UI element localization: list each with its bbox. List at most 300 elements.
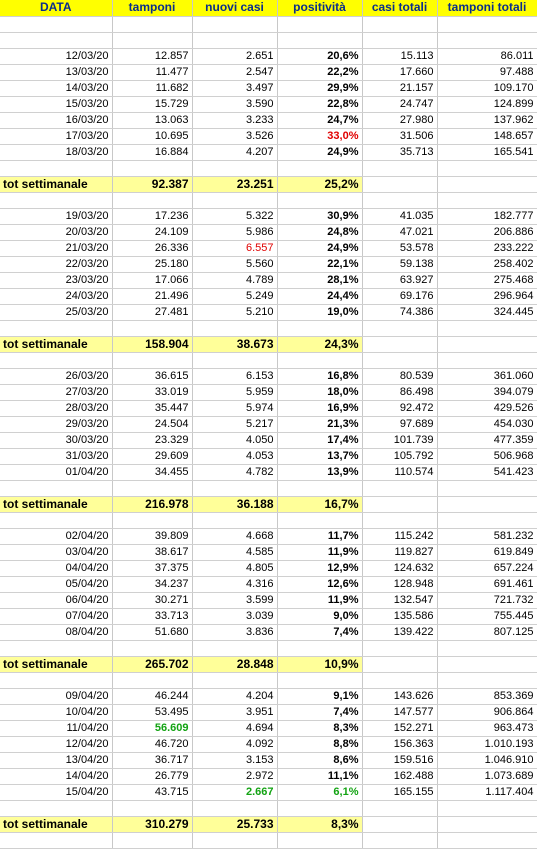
tamponi-cell[interactable]: 24.109 [112, 224, 192, 240]
weekly-total-tamponi-totali-cell[interactable] [437, 336, 537, 352]
positivita-cell[interactable]: 24,9% [277, 240, 362, 256]
casi-totali-cell[interactable]: 124.632 [362, 560, 437, 576]
date-cell[interactable]: 18/03/20 [0, 144, 112, 160]
nuovi-casi-cell[interactable]: 2.972 [192, 768, 277, 784]
casi-totali-cell[interactable]: 15.113 [362, 48, 437, 64]
casi-totali-cell[interactable]: 135.586 [362, 608, 437, 624]
empty-cell[interactable] [362, 32, 437, 48]
empty-cell[interactable] [112, 16, 192, 32]
positivita-cell[interactable]: 18,0% [277, 384, 362, 400]
casi-totali-cell[interactable]: 69.176 [362, 288, 437, 304]
tamponi-cell[interactable]: 15.729 [112, 96, 192, 112]
weekly-total-tamponi-cell[interactable]: 265.702 [112, 656, 192, 672]
empty-cell[interactable] [362, 320, 437, 336]
casi-totali-cell[interactable]: 165.155 [362, 784, 437, 800]
tamponi-totali-cell[interactable]: 1.046.910 [437, 752, 537, 768]
positivita-cell[interactable]: 12,9% [277, 560, 362, 576]
empty-cell[interactable] [277, 800, 362, 816]
casi-totali-cell[interactable]: 139.422 [362, 624, 437, 640]
tamponi-cell[interactable]: 34.237 [112, 576, 192, 592]
nuovi-casi-cell[interactable]: 6.153 [192, 368, 277, 384]
date-cell[interactable]: 15/03/20 [0, 96, 112, 112]
empty-cell[interactable] [437, 352, 537, 368]
weekly-total-nuovi-casi-cell[interactable]: 28.848 [192, 656, 277, 672]
nuovi-casi-cell[interactable]: 4.668 [192, 528, 277, 544]
weekly-total-label[interactable]: tot settimanale [0, 176, 112, 192]
tamponi-totali-cell[interactable]: 296.964 [437, 288, 537, 304]
casi-totali-cell[interactable]: 162.488 [362, 768, 437, 784]
tamponi-totali-cell[interactable]: 691.461 [437, 576, 537, 592]
positivita-cell[interactable]: 11,1% [277, 768, 362, 784]
empty-cell[interactable] [277, 16, 362, 32]
nuovi-casi-cell[interactable]: 4.694 [192, 720, 277, 736]
positivita-cell[interactable]: 28,1% [277, 272, 362, 288]
header-casi-totali[interactable]: casi totali [362, 0, 437, 16]
tamponi-totali-cell[interactable]: 148.657 [437, 128, 537, 144]
empty-cell[interactable] [362, 352, 437, 368]
positivita-cell[interactable]: 8,3% [277, 720, 362, 736]
empty-cell[interactable] [192, 512, 277, 528]
empty-cell[interactable] [192, 800, 277, 816]
positivita-cell[interactable]: 33,0% [277, 128, 362, 144]
tamponi-totali-cell[interactable]: 477.359 [437, 432, 537, 448]
positivita-cell[interactable]: 8,8% [277, 736, 362, 752]
tamponi-cell[interactable]: 10.695 [112, 128, 192, 144]
tamponi-totali-cell[interactable]: 137.962 [437, 112, 537, 128]
weekly-total-tamponi-totali-cell[interactable] [437, 816, 537, 832]
nuovi-casi-cell[interactable]: 2.667 [192, 784, 277, 800]
positivita-cell[interactable]: 22,1% [277, 256, 362, 272]
nuovi-casi-cell[interactable]: 4.092 [192, 736, 277, 752]
nuovi-casi-cell[interactable]: 5.217 [192, 416, 277, 432]
tamponi-cell[interactable]: 37.375 [112, 560, 192, 576]
empty-cell[interactable] [437, 160, 537, 176]
nuovi-casi-cell[interactable]: 5.959 [192, 384, 277, 400]
casi-totali-cell[interactable]: 156.363 [362, 736, 437, 752]
date-cell[interactable]: 14/04/20 [0, 768, 112, 784]
empty-cell[interactable] [437, 192, 537, 208]
date-cell[interactable]: 03/04/20 [0, 544, 112, 560]
date-cell[interactable]: 21/03/20 [0, 240, 112, 256]
tamponi-totali-cell[interactable]: 755.445 [437, 608, 537, 624]
weekly-total-casi-totali-cell[interactable] [362, 336, 437, 352]
date-cell[interactable]: 19/03/20 [0, 208, 112, 224]
tamponi-cell[interactable]: 17.066 [112, 272, 192, 288]
date-cell[interactable]: 02/04/20 [0, 528, 112, 544]
empty-cell[interactable] [0, 320, 112, 336]
empty-cell[interactable] [362, 672, 437, 688]
weekly-total-nuovi-casi-cell[interactable]: 23.251 [192, 176, 277, 192]
tamponi-cell[interactable]: 36.717 [112, 752, 192, 768]
empty-cell[interactable] [112, 512, 192, 528]
casi-totali-cell[interactable]: 105.792 [362, 448, 437, 464]
date-cell[interactable]: 14/03/20 [0, 80, 112, 96]
date-cell[interactable]: 26/03/20 [0, 368, 112, 384]
weekly-total-tamponi-cell[interactable]: 216.978 [112, 496, 192, 512]
empty-cell[interactable] [277, 160, 362, 176]
positivita-cell[interactable]: 8,6% [277, 752, 362, 768]
tamponi-totali-cell[interactable]: 429.526 [437, 400, 537, 416]
weekly-total-tamponi-cell[interactable]: 310.279 [112, 816, 192, 832]
tamponi-totali-cell[interactable]: 361.060 [437, 368, 537, 384]
positivita-cell[interactable]: 24,4% [277, 288, 362, 304]
empty-cell[interactable] [362, 512, 437, 528]
casi-totali-cell[interactable]: 159.516 [362, 752, 437, 768]
tamponi-cell[interactable]: 33.019 [112, 384, 192, 400]
empty-cell[interactable] [437, 512, 537, 528]
date-cell[interactable]: 07/04/20 [0, 608, 112, 624]
empty-cell[interactable] [277, 352, 362, 368]
casi-totali-cell[interactable]: 17.660 [362, 64, 437, 80]
positivita-cell[interactable]: 29,9% [277, 80, 362, 96]
tamponi-cell[interactable]: 26.336 [112, 240, 192, 256]
nuovi-casi-cell[interactable]: 4.050 [192, 432, 277, 448]
positivita-cell[interactable]: 24,7% [277, 112, 362, 128]
tamponi-totali-cell[interactable]: 324.445 [437, 304, 537, 320]
positivita-cell[interactable]: 21,3% [277, 416, 362, 432]
empty-cell[interactable] [112, 672, 192, 688]
empty-cell[interactable] [192, 320, 277, 336]
casi-totali-cell[interactable]: 27.980 [362, 112, 437, 128]
tamponi-totali-cell[interactable]: 182.777 [437, 208, 537, 224]
nuovi-casi-cell[interactable]: 3.526 [192, 128, 277, 144]
weekly-total-positivita-cell[interactable]: 8,3% [277, 816, 362, 832]
casi-totali-cell[interactable]: 110.574 [362, 464, 437, 480]
empty-cell[interactable] [0, 672, 112, 688]
empty-cell[interactable] [277, 832, 362, 848]
empty-cell[interactable] [362, 160, 437, 176]
nuovi-casi-cell[interactable]: 4.585 [192, 544, 277, 560]
date-cell[interactable]: 29/03/20 [0, 416, 112, 432]
tamponi-cell[interactable]: 27.481 [112, 304, 192, 320]
empty-cell[interactable] [362, 16, 437, 32]
tamponi-totali-cell[interactable]: 619.849 [437, 544, 537, 560]
weekly-total-tamponi-cell[interactable]: 158.904 [112, 336, 192, 352]
tamponi-cell[interactable]: 39.809 [112, 528, 192, 544]
casi-totali-cell[interactable]: 47.021 [362, 224, 437, 240]
empty-cell[interactable] [0, 160, 112, 176]
tamponi-cell[interactable]: 13.063 [112, 112, 192, 128]
tamponi-cell[interactable]: 26.779 [112, 768, 192, 784]
tamponi-cell[interactable]: 29.609 [112, 448, 192, 464]
empty-cell[interactable] [112, 800, 192, 816]
date-cell[interactable]: 22/03/20 [0, 256, 112, 272]
tamponi-totali-cell[interactable]: 109.170 [437, 80, 537, 96]
nuovi-casi-cell[interactable]: 5.986 [192, 224, 277, 240]
nuovi-casi-cell[interactable]: 2.547 [192, 64, 277, 80]
tamponi-totali-cell[interactable]: 1.117.404 [437, 784, 537, 800]
tamponi-cell[interactable]: 12.857 [112, 48, 192, 64]
tamponi-cell[interactable]: 16.884 [112, 144, 192, 160]
weekly-total-nuovi-casi-cell[interactable]: 36.188 [192, 496, 277, 512]
casi-totali-cell[interactable]: 147.577 [362, 704, 437, 720]
empty-cell[interactable] [192, 352, 277, 368]
tamponi-totali-cell[interactable]: 124.899 [437, 96, 537, 112]
date-cell[interactable]: 23/03/20 [0, 272, 112, 288]
empty-cell[interactable] [277, 640, 362, 656]
positivita-cell[interactable]: 9,1% [277, 688, 362, 704]
empty-cell[interactable] [437, 672, 537, 688]
empty-cell[interactable] [112, 480, 192, 496]
tamponi-cell[interactable]: 51.680 [112, 624, 192, 640]
tamponi-totali-cell[interactable]: 206.886 [437, 224, 537, 240]
positivita-cell[interactable]: 12,6% [277, 576, 362, 592]
positivita-cell[interactable]: 16,8% [277, 368, 362, 384]
tamponi-cell[interactable]: 56.609 [112, 720, 192, 736]
empty-cell[interactable] [0, 512, 112, 528]
positivita-cell[interactable]: 11,9% [277, 592, 362, 608]
empty-cell[interactable] [192, 640, 277, 656]
date-cell[interactable]: 17/03/20 [0, 128, 112, 144]
casi-totali-cell[interactable]: 41.035 [362, 208, 437, 224]
empty-cell[interactable] [192, 192, 277, 208]
weekly-total-label[interactable]: tot settimanale [0, 336, 112, 352]
empty-cell[interactable] [277, 480, 362, 496]
nuovi-casi-cell[interactable]: 5.322 [192, 208, 277, 224]
date-cell[interactable]: 09/04/20 [0, 688, 112, 704]
empty-cell[interactable] [277, 32, 362, 48]
date-cell[interactable]: 12/03/20 [0, 48, 112, 64]
casi-totali-cell[interactable]: 21.157 [362, 80, 437, 96]
positivita-cell[interactable]: 13,7% [277, 448, 362, 464]
empty-cell[interactable] [437, 16, 537, 32]
casi-totali-cell[interactable]: 31.506 [362, 128, 437, 144]
empty-cell[interactable] [0, 480, 112, 496]
casi-totali-cell[interactable]: 143.626 [362, 688, 437, 704]
date-cell[interactable]: 30/03/20 [0, 432, 112, 448]
empty-cell[interactable] [437, 480, 537, 496]
weekly-total-nuovi-casi-cell[interactable]: 38.673 [192, 336, 277, 352]
date-cell[interactable]: 24/03/20 [0, 288, 112, 304]
nuovi-casi-cell[interactable]: 3.951 [192, 704, 277, 720]
tamponi-cell[interactable]: 24.504 [112, 416, 192, 432]
weekly-total-tamponi-totali-cell[interactable] [437, 176, 537, 192]
positivita-cell[interactable]: 16,9% [277, 400, 362, 416]
positivita-cell[interactable]: 22,2% [277, 64, 362, 80]
empty-cell[interactable] [192, 672, 277, 688]
empty-cell[interactable] [192, 160, 277, 176]
positivita-cell[interactable]: 19,0% [277, 304, 362, 320]
header-tamponi[interactable]: tamponi [112, 0, 192, 16]
positivita-cell[interactable]: 24,9% [277, 144, 362, 160]
tamponi-totali-cell[interactable]: 506.968 [437, 448, 537, 464]
positivita-cell[interactable]: 17,4% [277, 432, 362, 448]
tamponi-cell[interactable]: 11.477 [112, 64, 192, 80]
casi-totali-cell[interactable]: 63.927 [362, 272, 437, 288]
tamponi-totali-cell[interactable]: 97.488 [437, 64, 537, 80]
positivita-cell[interactable]: 7,4% [277, 624, 362, 640]
empty-cell[interactable] [277, 320, 362, 336]
tamponi-totali-cell[interactable]: 394.079 [437, 384, 537, 400]
date-cell[interactable]: 27/03/20 [0, 384, 112, 400]
date-cell[interactable]: 13/03/20 [0, 64, 112, 80]
tamponi-cell[interactable]: 36.615 [112, 368, 192, 384]
casi-totali-cell[interactable]: 80.539 [362, 368, 437, 384]
weekly-total-casi-totali-cell[interactable] [362, 816, 437, 832]
empty-cell[interactable] [437, 800, 537, 816]
tamponi-totali-cell[interactable]: 807.125 [437, 624, 537, 640]
tamponi-cell[interactable]: 30.271 [112, 592, 192, 608]
casi-totali-cell[interactable]: 119.827 [362, 544, 437, 560]
positivita-cell[interactable]: 30,9% [277, 208, 362, 224]
empty-cell[interactable] [0, 800, 112, 816]
header-nuovi-casi[interactable]: nuovi casi [192, 0, 277, 16]
tamponi-cell[interactable]: 53.495 [112, 704, 192, 720]
positivita-cell[interactable]: 11,9% [277, 544, 362, 560]
nuovi-casi-cell[interactable]: 6.557 [192, 240, 277, 256]
positivita-cell[interactable]: 24,8% [277, 224, 362, 240]
nuovi-casi-cell[interactable]: 3.497 [192, 80, 277, 96]
weekly-total-label[interactable]: tot settimanale [0, 816, 112, 832]
nuovi-casi-cell[interactable]: 5.249 [192, 288, 277, 304]
positivita-cell[interactable]: 13,9% [277, 464, 362, 480]
weekly-total-tamponi-totali-cell[interactable] [437, 656, 537, 672]
empty-cell[interactable] [277, 512, 362, 528]
empty-cell[interactable] [192, 480, 277, 496]
empty-cell[interactable] [112, 32, 192, 48]
empty-cell[interactable] [362, 480, 437, 496]
casi-totali-cell[interactable]: 24.747 [362, 96, 437, 112]
casi-totali-cell[interactable]: 132.547 [362, 592, 437, 608]
positivita-cell[interactable]: 7,4% [277, 704, 362, 720]
date-cell[interactable]: 05/04/20 [0, 576, 112, 592]
tamponi-totali-cell[interactable]: 853.369 [437, 688, 537, 704]
empty-cell[interactable] [112, 160, 192, 176]
empty-cell[interactable] [362, 192, 437, 208]
date-cell[interactable]: 16/03/20 [0, 112, 112, 128]
empty-cell[interactable] [0, 32, 112, 48]
empty-cell[interactable] [0, 16, 112, 32]
date-cell[interactable]: 28/03/20 [0, 400, 112, 416]
tamponi-totali-cell[interactable]: 721.732 [437, 592, 537, 608]
positivita-cell[interactable]: 11,7% [277, 528, 362, 544]
date-cell[interactable]: 11/04/20 [0, 720, 112, 736]
casi-totali-cell[interactable]: 86.498 [362, 384, 437, 400]
tamponi-cell[interactable]: 33.713 [112, 608, 192, 624]
empty-cell[interactable] [112, 832, 192, 848]
casi-totali-cell[interactable]: 115.242 [362, 528, 437, 544]
weekly-total-positivita-cell[interactable]: 25,2% [277, 176, 362, 192]
nuovi-casi-cell[interactable]: 4.789 [192, 272, 277, 288]
empty-cell[interactable] [112, 352, 192, 368]
empty-cell[interactable] [437, 32, 537, 48]
nuovi-casi-cell[interactable]: 3.599 [192, 592, 277, 608]
nuovi-casi-cell[interactable]: 4.053 [192, 448, 277, 464]
empty-cell[interactable] [192, 32, 277, 48]
positivita-cell[interactable]: 20,6% [277, 48, 362, 64]
positivita-cell[interactable]: 9,0% [277, 608, 362, 624]
empty-cell[interactable] [0, 192, 112, 208]
date-cell[interactable]: 01/04/20 [0, 464, 112, 480]
tamponi-totali-cell[interactable]: 541.423 [437, 464, 537, 480]
date-cell[interactable]: 12/04/20 [0, 736, 112, 752]
empty-cell[interactable] [437, 832, 537, 848]
empty-cell[interactable] [0, 640, 112, 656]
date-cell[interactable]: 13/04/20 [0, 752, 112, 768]
casi-totali-cell[interactable]: 128.948 [362, 576, 437, 592]
nuovi-casi-cell[interactable]: 5.974 [192, 400, 277, 416]
date-cell[interactable]: 25/03/20 [0, 304, 112, 320]
weekly-total-nuovi-casi-cell[interactable]: 25.733 [192, 816, 277, 832]
date-cell[interactable]: 20/03/20 [0, 224, 112, 240]
positivita-cell[interactable]: 6,1% [277, 784, 362, 800]
empty-cell[interactable] [112, 192, 192, 208]
nuovi-casi-cell[interactable]: 4.204 [192, 688, 277, 704]
date-cell[interactable]: 31/03/20 [0, 448, 112, 464]
tamponi-totali-cell[interactable]: 165.541 [437, 144, 537, 160]
empty-cell[interactable] [192, 832, 277, 848]
tamponi-totali-cell[interactable]: 581.232 [437, 528, 537, 544]
date-cell[interactable]: 15/04/20 [0, 784, 112, 800]
nuovi-casi-cell[interactable]: 2.651 [192, 48, 277, 64]
tamponi-cell[interactable]: 17.236 [112, 208, 192, 224]
empty-cell[interactable] [0, 352, 112, 368]
tamponi-cell[interactable]: 43.715 [112, 784, 192, 800]
weekly-total-casi-totali-cell[interactable] [362, 496, 437, 512]
tamponi-cell[interactable]: 34.455 [112, 464, 192, 480]
tamponi-cell[interactable]: 35.447 [112, 400, 192, 416]
empty-cell[interactable] [362, 832, 437, 848]
empty-cell[interactable] [0, 832, 112, 848]
nuovi-casi-cell[interactable]: 5.210 [192, 304, 277, 320]
empty-cell[interactable] [112, 640, 192, 656]
empty-cell[interactable] [362, 640, 437, 656]
tamponi-totali-cell[interactable]: 963.473 [437, 720, 537, 736]
tamponi-totali-cell[interactable]: 1.010.193 [437, 736, 537, 752]
tamponi-totali-cell[interactable]: 275.468 [437, 272, 537, 288]
weekly-total-label[interactable]: tot settimanale [0, 496, 112, 512]
casi-totali-cell[interactable]: 35.713 [362, 144, 437, 160]
nuovi-casi-cell[interactable]: 3.590 [192, 96, 277, 112]
tamponi-cell[interactable]: 21.496 [112, 288, 192, 304]
tamponi-cell[interactable]: 46.244 [112, 688, 192, 704]
empty-cell[interactable] [277, 672, 362, 688]
date-cell[interactable]: 04/04/20 [0, 560, 112, 576]
weekly-total-positivita-cell[interactable]: 16,7% [277, 496, 362, 512]
tamponi-cell[interactable]: 23.329 [112, 432, 192, 448]
tamponi-totali-cell[interactable]: 233.222 [437, 240, 537, 256]
tamponi-totali-cell[interactable]: 454.030 [437, 416, 537, 432]
nuovi-casi-cell[interactable]: 3.039 [192, 608, 277, 624]
header-positivita[interactable]: positività [277, 0, 362, 16]
tamponi-totali-cell[interactable]: 657.224 [437, 560, 537, 576]
casi-totali-cell[interactable]: 53.578 [362, 240, 437, 256]
tamponi-totali-cell[interactable]: 258.402 [437, 256, 537, 272]
casi-totali-cell[interactable]: 59.138 [362, 256, 437, 272]
nuovi-casi-cell[interactable]: 3.233 [192, 112, 277, 128]
nuovi-casi-cell[interactable]: 3.836 [192, 624, 277, 640]
casi-totali-cell[interactable]: 92.472 [362, 400, 437, 416]
nuovi-casi-cell[interactable]: 4.316 [192, 576, 277, 592]
casi-totali-cell[interactable]: 74.386 [362, 304, 437, 320]
tamponi-totali-cell[interactable]: 86.011 [437, 48, 537, 64]
nuovi-casi-cell[interactable]: 4.805 [192, 560, 277, 576]
empty-cell[interactable] [277, 192, 362, 208]
weekly-total-positivita-cell[interactable]: 24,3% [277, 336, 362, 352]
casi-totali-cell[interactable]: 97.689 [362, 416, 437, 432]
empty-cell[interactable] [362, 800, 437, 816]
positivita-cell[interactable]: 22,8% [277, 96, 362, 112]
tamponi-totali-cell[interactable]: 906.864 [437, 704, 537, 720]
tamponi-cell[interactable]: 38.617 [112, 544, 192, 560]
tamponi-totali-cell[interactable]: 1.073.689 [437, 768, 537, 784]
tamponi-cell[interactable]: 25.180 [112, 256, 192, 272]
date-cell[interactable]: 08/04/20 [0, 624, 112, 640]
date-cell[interactable]: 06/04/20 [0, 592, 112, 608]
header-tamponi-totali[interactable]: tamponi totali [437, 0, 537, 16]
empty-cell[interactable] [437, 320, 537, 336]
casi-totali-cell[interactable]: 101.739 [362, 432, 437, 448]
